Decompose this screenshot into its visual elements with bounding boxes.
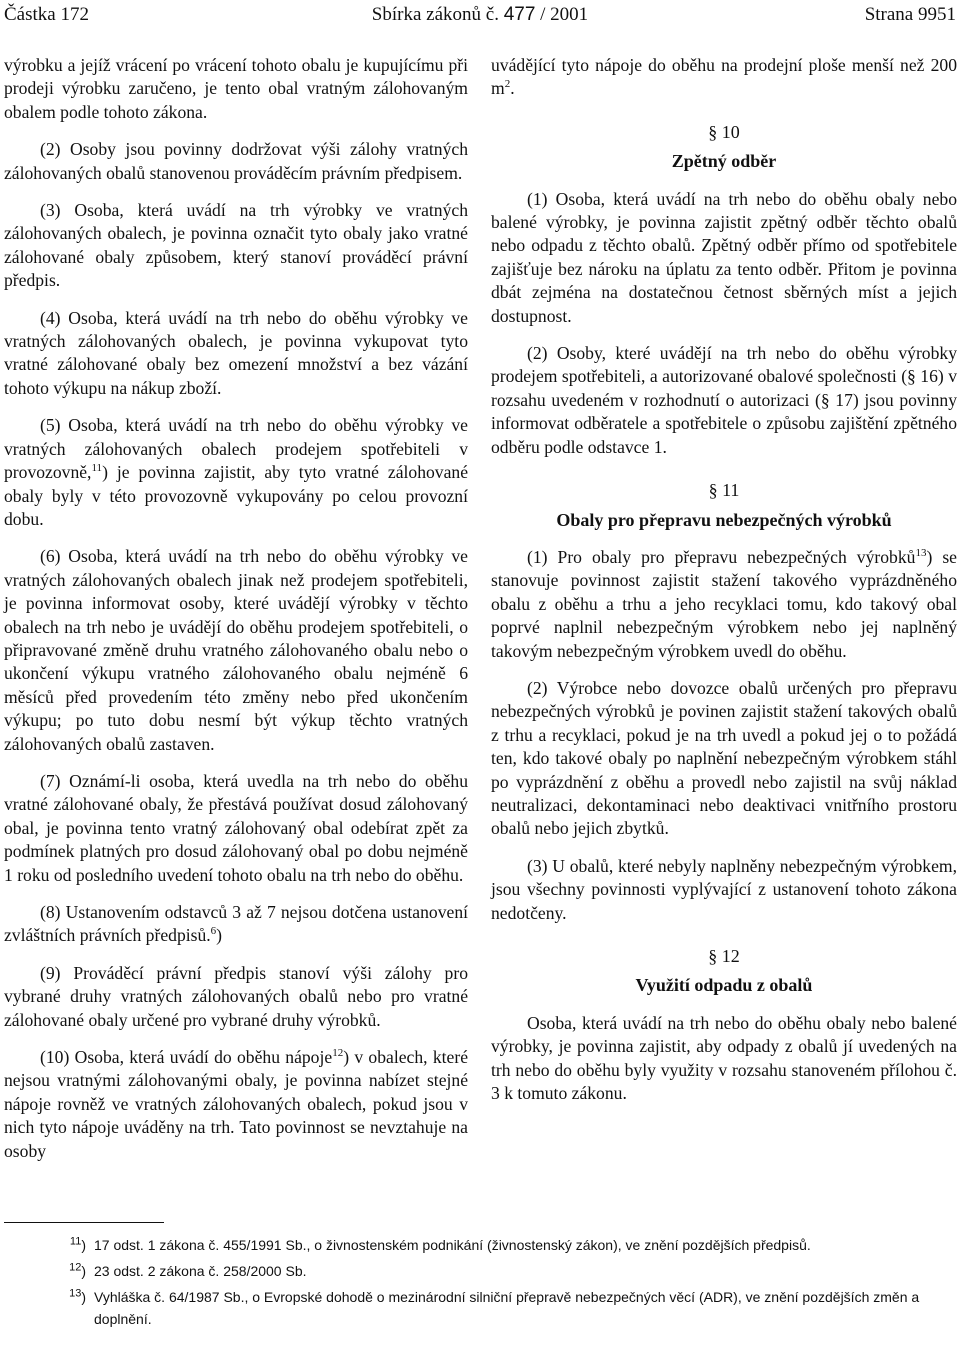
footnote-ref-13: 13 — [915, 547, 927, 560]
right-column — [491, 54, 957, 1119]
part-number: Částka 172 — [4, 4, 89, 25]
footnote-12 — [4, 1260, 956, 1282]
law-number: 477 — [503, 4, 536, 25]
footnote-divider — [4, 1222, 164, 1223]
section-11-number: § 11 — [708, 480, 740, 501]
paragraph-continuation: výrobku a jejíž vrácení po vrácení tohoto obalu je kupujícímu při prodeji výrobku zaručeno, je tento obal vratným zálohovaným obalem podle tohoto zákona. — [4, 55, 468, 122]
paragraph-3: (3) Osoba, která uvádí na trh výrobky ve vratných zálohovaných obalech, je povinna označit tyto obaly jako vratné zálohované obaly způsobem, který stanoví prováděcí právní předpis. — [4, 200, 468, 291]
law-year: / 2001 — [540, 4, 589, 25]
paragraph-continuation-right — [491, 54, 957, 101]
footnote-number: 13 — [69, 1287, 82, 1300]
collection-title — [4, 4, 956, 26]
footnotes — [4, 1234, 956, 1334]
paragraph-8-text-b: ) — [216, 925, 223, 946]
footnote-number: 12 — [69, 1261, 82, 1274]
section-11-paragraph-1-text-a: (1) Pro obaly pro přepravu nebezpečných výrobků — [527, 546, 916, 567]
footnote-mark: $^{12}$) — [69, 1261, 86, 1279]
continuation-text-b: . — [510, 78, 515, 99]
paragraph-10-text-b: ) v obalech, které nejsou vratnými zálohovanými obaly, je povinna nabízet stejné nápoje rovněž ve vratných zálohovaných obalech, pokud jsou v nich tyto nápoje uváděny na trh. Tato povinnost se nevztahuje na osoby — [4, 1047, 468, 1161]
continuation-text-a: uvádějící tyto nápoje do oběhu na prodejní ploše menší než 200 m — [491, 55, 957, 99]
section-10-number: § 10 — [708, 121, 740, 142]
section-11-paragraph-1 — [491, 546, 957, 663]
left-column — [4, 54, 468, 1177]
collection-name: Sbírka zákonů č. — [371, 4, 499, 25]
paragraph-8-text-a: (8) Ustanovením odstavců 3 až 7 nejsou dotčena ustanovení zvláštních právních předpisů. — [4, 902, 468, 946]
page-header — [4, 4, 956, 30]
paragraph-10 — [4, 1046, 468, 1163]
footnote-number: 11 — [69, 1235, 82, 1248]
paragraph-9: (9) Prováděcí právní předpis stanoví výši zálohy pro vybrané druhy vratných zálohovaných obalů nebo pro vratné zálohované obaly určené pro vybrané druhy výrobků. — [4, 962, 468, 1030]
section-10-title: Zpětný odběr — [671, 151, 777, 172]
paragraph-7: (7) Oznámí-li osoba, která uvedla na trh nebo do oběhu vratné zálohované obaly, že přestává používat dosud zálohovaný obal, je povinna tento vratný zálohovaný obal odebírat zpět za podmínek platných pro dosud zálohovaný obal po dobu nejméně 1 roku od posledního uvedení tohoto obalu na trh nebo do oběhu. — [4, 770, 468, 885]
footnote-mark: $^{11}$) — [69, 1235, 86, 1253]
footnote-ref-6: 6 — [210, 925, 217, 938]
paragraph-4: (4) Osoba, která uvádí na trh nebo do oběhu výrobky ve vratných zálohovaných obalech, je povinna vykupovat tyto vratné zálohované obaly bez omezení množství a bez vázání tohoto výkupu na nákup zboží. — [4, 307, 468, 398]
section-12-number: § 12 — [708, 946, 740, 966]
footnote-text: Vyhláška č. 64/1987 Sb., o Evropské dohodě o mezinárodní silniční přepravě nebezpečných věcí (ADR), ve znění pozdějších změn a doplnění. — [94, 1289, 920, 1327]
paragraph-6: (6) Osoba, která uvádí na trh nebo do oběhu výrobky ve vratných zálohovaných obalech jinak než prodejem spotřebiteli, je povinna informovat osoby, které uvádějí výrobky v těchto obalech na trh nebo je uvádějí do oběhu prodejem spotřebiteli, o připravované změně druhu vratného zálohovaného obalu nebo o ukončení výkupu vratného zálohovaného obalu nejméně 6 měsíců před provedením této změny nebo před ukončením výkupu; po tuto dobu nesmí být výkup těchto vratných zálohovaných obalů zastaven. — [4, 546, 468, 754]
footnote-13 — [4, 1286, 956, 1330]
section-11-paragraph-1-text-b: ) se stanovuje povinnost zajistit stažení takového vyprázdněného obalu z oběhu a trhu a jeho recyklaci tomu, kdo takový obal poprvé naplnil nebezpečným výrobkem nebo jej naplněný takovým nebezpečným výrobkem uvedl do oběhu. — [491, 546, 957, 661]
paragraph-10-text-a: (10) Osoba, která uvádí do oběhu nápoje — [40, 1047, 333, 1068]
footnote-ref-12: 12 — [332, 1047, 344, 1060]
section-12-title: Využití odpadu z obalů — [635, 975, 813, 996]
footnote-11 — [4, 1234, 956, 1256]
footnote-text: 23 odst. 2 zákona č. 258/2000 Sb. — [94, 1263, 307, 1279]
paragraph-2: (2) Osoby jsou povinny dodržovat výši zálohy vratných zálohovaných obalů stanovenou prováděcím právním předpisem. — [4, 139, 468, 183]
paragraph-5-text-b: ) je povinna zajistit, aby tyto vratné zálohované obaly byly v této provozovně vykupovány po celou provozní dobu. — [4, 462, 468, 529]
section-11-paragraph-3: (3) U obalů, které nebyly naplněny nebezpečným výrobkem, jsou všechny povinnosti vyplývající z ustanovení tohoto zákona nedotčeny. — [491, 855, 957, 923]
section-11-title: Obaly pro přepravu nebezpečných výrobků — [556, 509, 892, 530]
section-10-paragraph-2: (2) Osoby, které uvádějí na trh nebo do oběhu výrobky prodejem spotřebiteli, a autorizované obalové společnosti (§ 16) v rozsahu uvedeném v rozhodnutí o autorizaci (§ 17) jsou povinny informovat odběratele a spotřebitele o způsobu zajištění zpětného odběru podle odstavce 1. — [491, 343, 957, 457]
paragraph-8 — [4, 901, 468, 948]
page-number: Strana 9951 — [864, 4, 956, 25]
footnote-ref-11: 11 — [91, 462, 103, 475]
superscript-2: 2 — [504, 78, 511, 91]
footnote-text: 17 odst. 1 zákona č. 455/1991 Sb., o živnostenském podnikání (živnostenský zákon), ve znění pozdějších předpisů. — [94, 1237, 811, 1253]
paragraph-5-text-a: (5) Osoba, která uvádí na trh nebo do oběhu výrobky ve vratných zálohovaných obalech prodejem spotřebiteli v provozovně, — [4, 415, 468, 483]
section-10-paragraph-1: (1) Osoba, která uvádí na trh nebo do oběhu obaly nebo balené výrobky, je povinna zajistit zpětný odběr těchto obalů nebo odpadu z těchto obalů. Zpětný odběr přímo od spotřebitele zajišťuje bez nároku na úplatu za tento odběr. Přitom je povinna dbát zejména na dostatečnou četnost sběrných míst a jejich dostupnost. — [491, 188, 957, 326]
paragraph-5 — [4, 414, 468, 531]
footnote-mark: $^{13}$) — [69, 1287, 86, 1305]
section-12-paragraph-1: Osoba, která uvádí na trh nebo do oběhu obaly nebo balené výrobky, je povinna zajistit, aby odpady z obalů jí uvedených na trh nebo do oběhu byly využity v rozsahu stanoveném přílohou č. 3 k tomuto zákonu. — [491, 1012, 957, 1104]
section-11-paragraph-2: (2) Výrobce nebo dovozce obalů určených pro přepravu nebezpečných výrobků je povinen zajistit stažení takových obalů z trhu a recyklaci, pokud je na trh uvedl a pokud jej o to požádá ten, kdo takové obaly po naplnění nebezpečným výrobkem stáhl po vyprázdnění z oběhu a provedl nebo zajistil na svůj náklad neutralizaci, dekontaminaci nebo deaktivaci vnitřního prostoru obalů nebo jejich zbytků. — [491, 677, 957, 839]
